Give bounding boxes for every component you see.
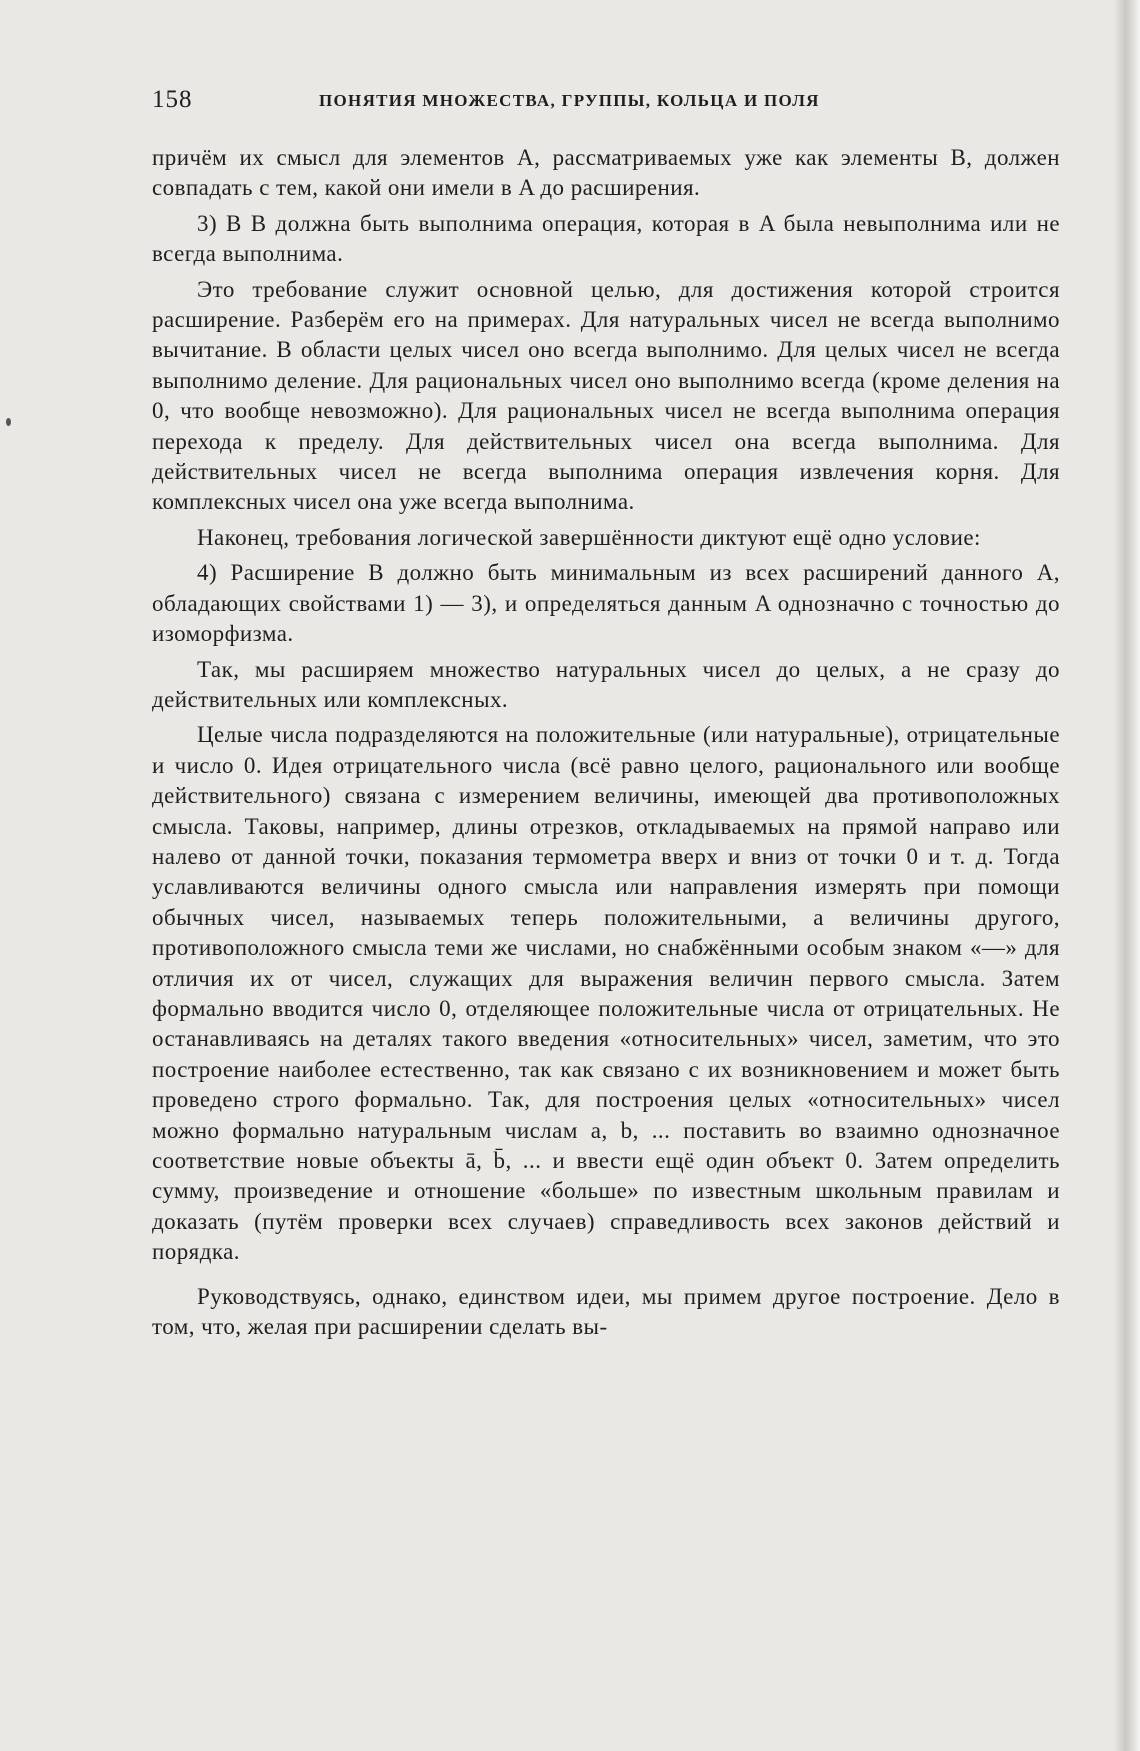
paragraph-natural-to-integers: Так, мы расширяем множество натуральных чисел до целых, а не сразу до действительных или комплексных. [152, 656, 1060, 712]
running-title: ПОНЯТИЯ МНОЖЕСТВА, ГРУППЫ, КОЛЬЦА И ПОЛЯ [319, 91, 820, 110]
paragraph-condition-4: 4) Расширение B должно быть минимальным из всех расширений данного A, обладающих свойствами 1) — 3), и определяться данным A однозначно с точностью до изоморфизма. [152, 560, 1060, 647]
page-number: 158 [152, 86, 193, 113]
paragraph-logical-completeness: Наконец, требования логической завершённости диктуют ещё одно условие: [197, 524, 981, 550]
scan-speck [6, 418, 11, 426]
paragraph-integers: Целые числа подразделяются на положительные (или натуральные), отрицательные и число 0. Идея отрицательного числа (всё равно целого, рационального или вообще действительного) связана с измерением величины, имеющей два противоположных смысла. Таковы, например, длины отрезков, откладываемых на прямой направо или налево от данной точки, показания термометра вверх и вниз от точки 0 и т. д. Тогда уславливаются величины одного смысла или направления измерять при помощи обычных чисел, называемых теперь положительными, а величины другого, противоположного смысла теми же числами, но снабжёнными особым знаком «—» для отличия их от чисел, служащих для выражения величин первого смысла. Затем формально вводится число 0, отделяющее положительные числа от отрицательных. Не останавливаясь на деталях такого введения «относительных» чисел, заметим, что это построение наиболее естественно, так как связано с их возникновением и может быть проведено строго формально. Так, для построения целых «относительных» чисел можно формально натуральным числам a, b, ... поставить во взаимно однозначное соответствие новые объекты ā, b̄, ... и ввести ещё один объект 0. Затем определить сумму, произведение и отношение «больше» по известным школьным правилам и доказать (путём проверки всех случаев) справедливость всех законов действий и порядка. [152, 722, 1060, 1265]
paragraph-other-construction: Руководствуясь, однако, единством идеи, мы примем другое построение. Дело в том, что, желая при расширении сделать вы- [152, 1283, 1060, 1340]
body-text [152, 143, 1060, 1347]
paragraph-examples: Это требование служит основной целью, для достижения которой строится расширение. Разберём его на примерах. Для натуральных чисел не всегда выполнимо вычитание. В области целых чисел оно всегда выполнимо. Для целых чисел не всегда выполнимо деление. Для рациональных чисел оно выполнимо всегда (кроме деления на 0, что вообще невозможно). Для рациональных чисел не всегда выполнима операция перехода к пределу. Для действительных чисел она всегда выполнима. Для действительных чисел не всегда выполнима операция извлечения корня. Для комплексных чисел она уже всегда выполнима. [152, 276, 1060, 515]
paragraph-continuation: причём их смысл для элементов A, рассматриваемых уже как элементы B, должен совпадать с тем, какой они имели в A до расширения. [152, 145, 1060, 201]
page-edge-shadow [1114, 0, 1140, 1751]
paragraph-condition-3: 3) В B должна быть выполнима операция, которая в A была невыполнима или не всегда выполнима. [152, 210, 1060, 267]
page-header [152, 86, 1060, 120]
